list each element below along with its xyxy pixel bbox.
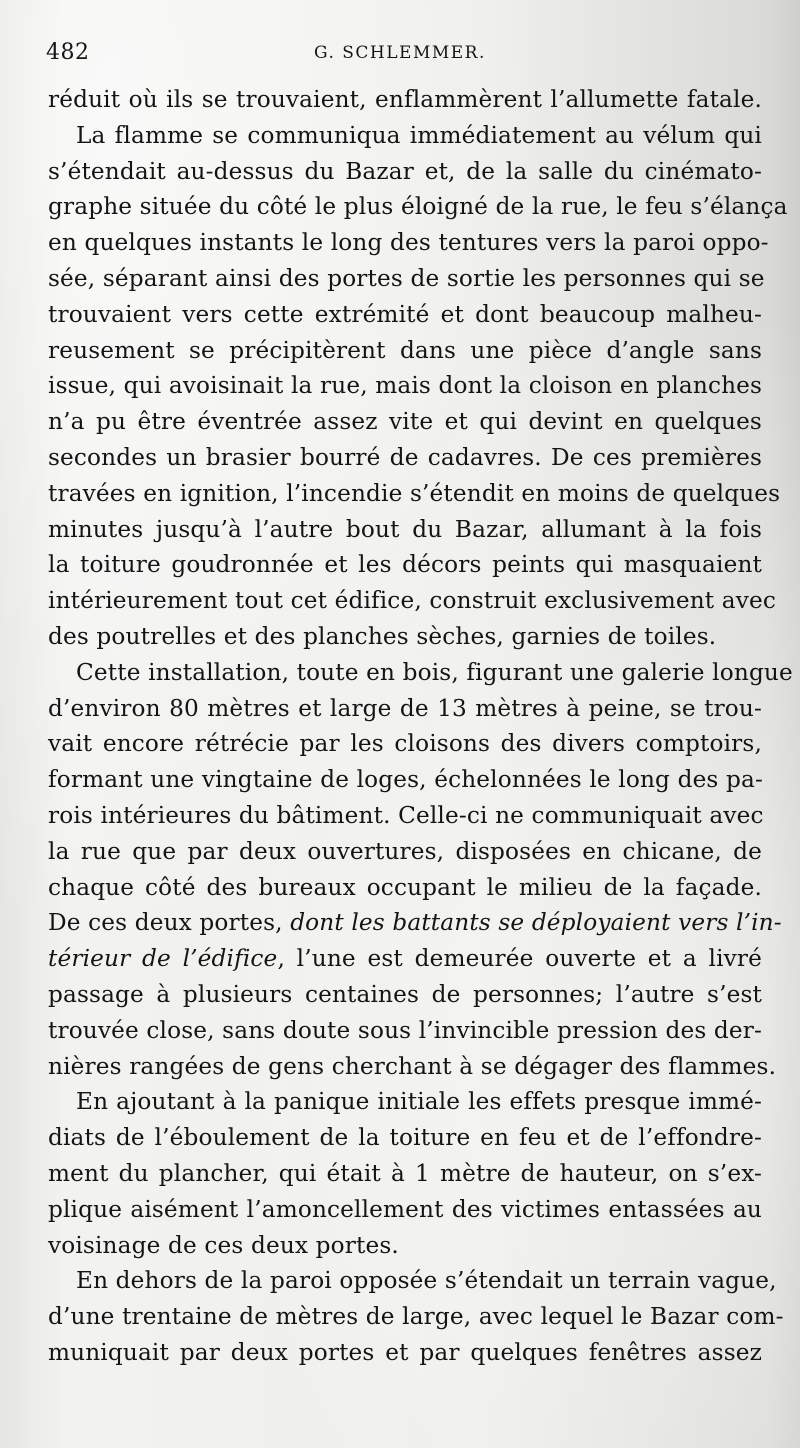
text-line: diats de l’éboulement de la toiture en feu et de l’effondre- [48, 1124, 762, 1152]
text-line: voisinage de ces deux portes. [48, 1231, 399, 1259]
text-line: nières rangées de gens cherchant à se dégager des flammes. [48, 1052, 777, 1080]
text-line: s’étendait au-dessus du Bazar et, de la salle du cinémato- [48, 157, 762, 185]
text-line-italic: dont les battants se déployaient vers l’in- [290, 909, 782, 937]
body-text [48, 82, 793, 1371]
text-line: vait encore rétrécie par les cloisons des divers comptoirs, [48, 730, 762, 758]
text-line: trouvée close, sans doute sous l’invincible pression des der- [48, 1016, 763, 1044]
text-line: formant une vingtaine de loges, échelonnées le long des pa- [48, 766, 763, 794]
page-header [46, 40, 746, 70]
text-line: Cette installation, toute en bois, figurant une galerie longue [76, 658, 793, 686]
text-line: sée, séparant ainsi des portes de sortie les personnes qui se [48, 264, 765, 292]
text-line: passage à plusieurs centaines de personnes; l’autre s’est [48, 980, 762, 1008]
text-line: ment du plancher, qui était à 1 mètre de hauteur, on s’ex- [48, 1159, 762, 1187]
text-line: travées en ignition, l’incendie s’étendit en moins de quelques [48, 479, 781, 507]
text-line: muniquait par deux portes et par quelques fenêtres assez [48, 1338, 762, 1366]
text-line [48, 941, 762, 977]
text-line: la toiture goudronnée et les décors peints qui masquaient [48, 551, 762, 579]
text-line-italic: térieur de l’édifice [48, 945, 278, 973]
text-line: n’a pu être éventrée assez vite et qui devint en quelques [48, 408, 762, 436]
text-line: d’environ 80 mètres et large de 13 mètres à peine, se trou- [48, 694, 762, 722]
text-line: En ajoutant à la panique initiale les effets presque immé- [76, 1088, 762, 1116]
text-line [48, 905, 782, 941]
text-line: plique aisément l’amoncellement des victimes entassées au [48, 1195, 762, 1223]
text-line: réduit où ils se trouvaient, enflammèrent l’allumette fatale. [48, 86, 762, 113]
text-line: reusement se précipitèrent dans une pièce d’angle sans [48, 336, 762, 364]
text-line: intérieurement tout cet édifice, construit exclusivement avec [48, 587, 777, 615]
text-line: rois intérieures du bâtiment. Celle-ci ne communiquait avec [48, 801, 764, 829]
text-line: En dehors de la paroi opposée s’étendait un terrain vague, [76, 1267, 777, 1295]
text-line-roman: , l’une est demeurée ouverte et a livré [277, 945, 763, 973]
text-line: d’une trentaine de mètres de large, avec lequel le Bazar com- [48, 1303, 784, 1331]
running-head: G. SCHLEMMER. [314, 43, 486, 63]
text-line: graphe située du côté le plus éloigné de la rue, le feu s’élança [48, 193, 788, 221]
text-line: La flamme se communiqua immédiatement au vélum qui [76, 121, 762, 149]
text-line: minutes jusqu’à l’autre bout du Bazar, allumant à la fois [48, 515, 762, 543]
text-line: trouvaient vers cette extrémité et dont beaucoup malheu- [48, 300, 762, 328]
text-line: secondes un brasier bourré de cadavres. De ces premières [48, 443, 762, 471]
page-number: 482 [46, 40, 90, 65]
text-line: issue, qui avoisinait la rue, mais dont la cloison en planches [48, 372, 763, 400]
text-line: en quelques instants le long des tentures vers la paroi oppo- [48, 229, 769, 257]
text-line: la rue que par deux ouvertures, disposées en chicane, de [48, 837, 762, 865]
text-line: chaque côté des bureaux occupant le milieu de la façade. [48, 873, 762, 901]
text-line: des poutrelles et des planches sèches, garnies de toiles. [48, 622, 717, 650]
text-line-roman: De ces deux portes, [48, 909, 291, 937]
